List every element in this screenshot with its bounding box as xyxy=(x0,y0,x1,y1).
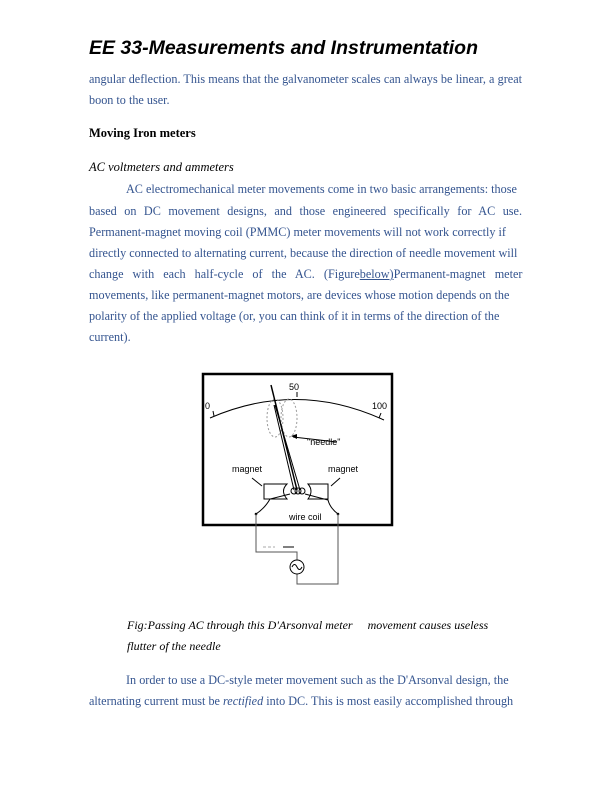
paragraph-line: Permanent-magnet moving coil (PMMC) meter movements will not work correctly if xyxy=(89,225,506,239)
figure-caption: flutter of the needle xyxy=(127,639,221,653)
needle-label: "needle" xyxy=(307,437,341,447)
scale-label-50: 50 xyxy=(289,382,300,392)
paragraph-line: movements, like permanent-magnet motors, are devices whose motion depends on the xyxy=(89,288,510,302)
magnet-left-label: magnet xyxy=(232,464,263,474)
paragraph-line: polarity of the applied voltage (or, you can think of it in terms of the direction of the xyxy=(89,309,500,323)
paragraph-text: into DC. This is most easily accomplished through xyxy=(263,694,514,708)
magnet-left xyxy=(264,484,287,499)
paragraph-line: current). xyxy=(89,330,131,344)
page-header-title: EE 33-Measurements and Instrumentation xyxy=(89,37,479,59)
paragraph-line: AC electromechanical meter movements come in two basic arrangements: those xyxy=(126,182,517,196)
emphasis-rectified: rectified xyxy=(223,694,264,708)
section-heading: Moving Iron meters xyxy=(89,126,196,140)
figure-link[interactable]: below) xyxy=(359,267,394,281)
intro-line: angular deflection. This means that the galvanometer scales can always be linear, a great xyxy=(89,72,522,86)
paragraph-text: Permanent-magnet meter xyxy=(393,267,523,281)
magnet-right-label: magnet xyxy=(328,464,359,474)
paragraph-line: directly connected to alternating current, because the direction of needle movement will xyxy=(89,246,518,260)
paragraph-text: change with each half-cycle of the AC. (Figure xyxy=(89,267,360,281)
wire-coil-label: wire coil xyxy=(289,512,322,522)
paragraph-text: alternating current must be xyxy=(89,694,224,708)
paragraph-line: In order to use a DC-style meter movement such as the D'Arsonval design, the xyxy=(126,673,509,687)
subsection-heading: AC voltmeters and ammeters xyxy=(89,160,234,174)
scale-label-0: 0 xyxy=(205,401,211,411)
figure-caption: Fig:Passing AC through this D'Arsonval meter movement causes useless xyxy=(127,618,489,632)
scale-label-100: 100 xyxy=(372,401,388,411)
intro-line: boon to the user. xyxy=(89,93,170,107)
magnet-right xyxy=(308,484,328,499)
paragraph-line xyxy=(89,694,522,708)
paragraph-line: based on DC movement designs, and those engineered specifically for AC use. xyxy=(89,204,522,218)
